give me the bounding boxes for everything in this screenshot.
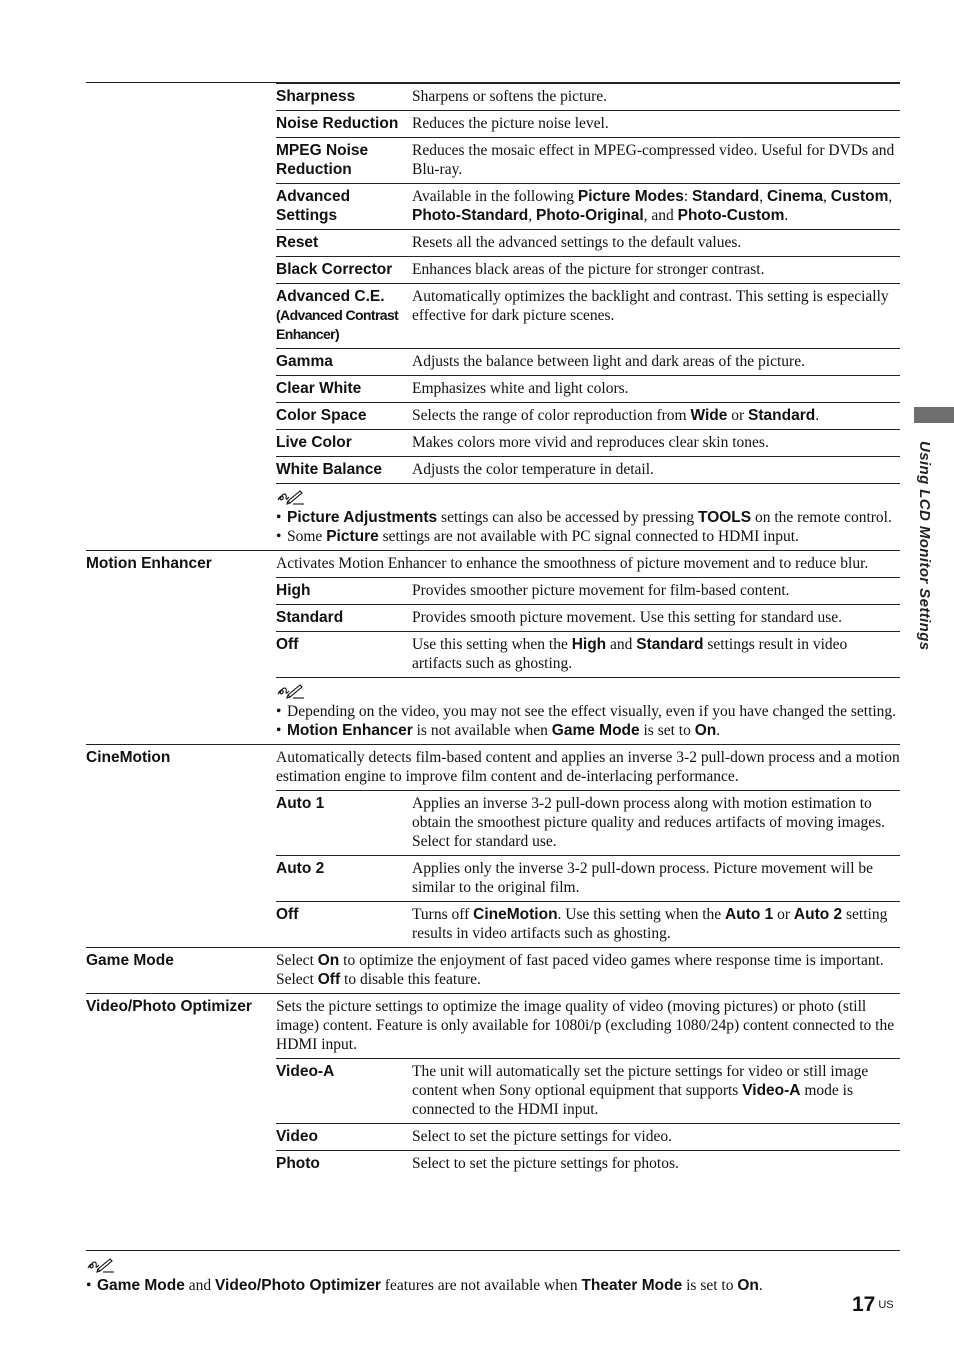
setting-label: Sharpness [276, 88, 356, 105]
section-optimizer [86, 993, 900, 1177]
setting-label: Noise Reduction [276, 115, 399, 132]
setting-description [412, 1062, 900, 1119]
text-run: Adjusts the balance between light and dark areas of the picture. [412, 353, 805, 370]
bold-term: Auto 1 [725, 906, 774, 923]
bold-term: TOOLS [698, 509, 752, 526]
setting-label: Off [276, 906, 299, 923]
text-run: Applies only the inverse 3-2 pull-down process. Picture movement will be similar to the original film. [412, 860, 874, 896]
text-run: setting results in video artifacts such as ghosting. [412, 906, 888, 942]
text-run: Makes colors more vivid and reproduces clear skin tones. [412, 434, 769, 451]
setting-label: Black Corrector [276, 261, 393, 278]
note-bullet [276, 702, 900, 721]
section-body [276, 948, 900, 993]
section-description [276, 745, 900, 790]
setting-row [276, 229, 900, 256]
bold-term: CineMotion [473, 906, 558, 923]
text-run: settings result in video artifacts such as ghosting. [412, 636, 848, 672]
setting-row [276, 183, 900, 229]
setting-label: Video [276, 1128, 318, 1145]
text-run: Turns off [412, 906, 474, 923]
text-run: Depending on the video, you may not see the effect visually, even if you have changed the setting. [287, 703, 897, 720]
setting-description [412, 905, 900, 943]
section-label: CineMotion [86, 749, 171, 766]
setting-label: White Balance [276, 461, 382, 478]
text-run: Use this setting when the [412, 636, 572, 653]
section-label: Motion Enhancer [86, 555, 212, 572]
section-motion [86, 550, 900, 744]
text-run: to optimize the enjoyment of fast paced video games where response time is important. Select [276, 952, 884, 988]
page-number-suffix: US [878, 1299, 894, 1311]
setting-description [412, 1127, 900, 1146]
text-run: Reduces the mosaic effect in MPEG-compressed video. Useful for DVDs and Blu-ray. [412, 142, 895, 178]
text-run: on the remote control. [751, 509, 892, 526]
text-run: is set to [682, 1277, 738, 1294]
bullet-mark: • [276, 509, 282, 526]
section-label: Game Mode [86, 952, 174, 969]
section-label: Video/Photo Optimizer [86, 998, 252, 1015]
section-cinemotion [86, 744, 900, 947]
text-run: Select to set the picture settings for photos. [412, 1155, 679, 1172]
text-run: , and [643, 207, 678, 224]
picture-notes [276, 483, 900, 550]
setting-label: Clear White [276, 380, 362, 397]
text-run: , [822, 188, 831, 205]
note-bullet [276, 527, 900, 546]
setting-description [412, 233, 900, 252]
setting-row [276, 283, 900, 348]
text-run: : [683, 188, 693, 205]
text-run: and [606, 636, 637, 653]
text-run: Available in the following [412, 188, 578, 205]
bold-term: On [317, 952, 340, 969]
setting-row [276, 137, 900, 183]
setting-description [412, 460, 900, 479]
text-run: Enhances black areas of the picture for stronger contrast. [412, 261, 765, 278]
setting-description [412, 379, 900, 398]
text-run: . Use this setting when the [557, 906, 726, 923]
bold-term: Auto 2 [793, 906, 843, 923]
bold-term: Off [317, 971, 341, 988]
note-list [276, 508, 900, 546]
setting-description [412, 87, 900, 106]
setting-label: High [276, 582, 311, 599]
text-run: or [727, 407, 749, 424]
sidebar-section-title: Using LCD Monitor Settings [916, 441, 933, 651]
setting-description [412, 581, 900, 600]
bold-term: Cinema [766, 188, 823, 205]
note-pencil-icon [276, 682, 306, 700]
setting-row [276, 631, 900, 677]
setting-label: Reset [276, 234, 319, 251]
bold-term: Picture Adjustments [287, 509, 438, 526]
setting-row [276, 1058, 900, 1123]
setting-description [412, 260, 900, 279]
bold-term: Theater Mode [581, 1277, 683, 1294]
bold-term: On [737, 1277, 759, 1294]
final-note [86, 1250, 900, 1295]
text-run: to disable this feature. [340, 971, 481, 988]
text-run: is not available when [412, 722, 552, 739]
section-tab-marker [914, 407, 954, 423]
section-label-empty [86, 83, 276, 550]
note-pencil-icon [86, 1256, 116, 1274]
main-sections [86, 550, 900, 1177]
text-run: . [758, 1277, 763, 1294]
text-run: or [773, 906, 794, 923]
text-run: settings are not available with PC signal connected to HDMI input. [378, 528, 799, 545]
bold-term: Photo-Original [536, 207, 644, 224]
text-run: Activates Motion Enhancer to enhance the smoothness of picture movement and to reduce blur. [276, 555, 869, 572]
text-run: Automatically detects film-based content and applies an inverse 3-2 pull-down process and a motion estimation engine to improve film content and de-interlacing performance. [276, 749, 900, 785]
text-run: Applies an inverse 3-2 pull-down process along with motion estimation to obtain the smoothest picture quality and reduces artifacts of moving images. Select for standard use. [412, 795, 886, 850]
text-run: Sets the picture settings to optimize the image quality of video (moving pictures) or photo (still image) content. Feature is only available for 1080i/p (excluding 1080/24p) content connected to the HDMI input. [276, 998, 895, 1053]
setting-label: Live Color [276, 434, 352, 451]
settings-table [86, 82, 900, 1177]
setting-row [276, 402, 900, 429]
section-body [276, 745, 900, 947]
setting-row [276, 375, 900, 402]
setting-row [276, 901, 900, 947]
setting-row [276, 256, 900, 283]
setting-row [276, 855, 900, 901]
text-run: mode is connected to the HDMI input. [412, 1082, 854, 1118]
text-run: . [815, 407, 820, 424]
setting-row [276, 790, 900, 855]
setting-label: Advanced Settings [276, 188, 351, 224]
setting-description [412, 859, 900, 897]
setting-label: Auto 1 [276, 795, 325, 812]
setting-label: Color Space [276, 407, 367, 424]
text-run: Emphasizes white and light colors. [412, 380, 629, 397]
text-run: features are not available when [380, 1277, 582, 1294]
bold-term: Standard [692, 188, 760, 205]
note-bullet [276, 721, 900, 740]
bold-term: Video-A [742, 1082, 801, 1099]
bold-term: Game Mode [551, 722, 640, 739]
text-run: Select to set the picture settings for video. [412, 1128, 672, 1145]
text-run: , [759, 188, 767, 205]
text-run: Selects the range of color reproduction from [412, 407, 691, 424]
picture-subsettings [276, 83, 900, 550]
setting-description [412, 635, 900, 673]
bold-term: Game Mode [97, 1277, 185, 1294]
setting-sublabel: (Advanced Contrast Enhancer) [276, 307, 399, 342]
bold-term: Standard [636, 636, 704, 653]
section-notes [276, 677, 900, 744]
text-run: Provides smooth picture movement. Use this setting for standard use. [412, 609, 843, 626]
bullet-mark: • [276, 528, 282, 545]
text-run: The unit will automatically set the picture settings for video or still image content when Sony optional equipment that supports [412, 1063, 869, 1099]
bold-term: Picture [326, 528, 379, 545]
note-pencil-icon [276, 488, 306, 506]
bullet-mark: • [276, 703, 282, 720]
setting-description [412, 287, 900, 344]
setting-label: Gamma [276, 353, 333, 370]
setting-description [412, 406, 900, 425]
setting-row [276, 110, 900, 137]
setting-label: Standard [276, 609, 344, 626]
setting-row [276, 1123, 900, 1150]
section-body [276, 994, 900, 1177]
bullet-mark: • [86, 1277, 92, 1294]
section-description [276, 994, 900, 1058]
bullet-mark: • [276, 722, 282, 739]
text-run: Select [276, 952, 318, 969]
bold-term: On [694, 722, 717, 739]
final-note-bullet [86, 1276, 900, 1295]
setting-label: Off [276, 636, 299, 653]
bold-term: Standard [748, 407, 816, 424]
setting-description [412, 114, 900, 133]
text-run: Resets all the advanced settings to the default values. [412, 234, 742, 251]
setting-label: Video-A [276, 1063, 335, 1080]
note-bullet [276, 508, 900, 527]
bold-term: Video/Photo Optimizer [215, 1277, 381, 1294]
setting-label: Advanced C.E. (Advanced Contrast Enhancer) [276, 287, 412, 344]
text-run: . [784, 207, 789, 224]
setting-row [276, 604, 900, 631]
bold-term: Picture Modes [577, 188, 684, 205]
setting-label: MPEG Noise Reduction [276, 142, 369, 178]
bold-term: Wide [690, 407, 728, 424]
bold-term: High [571, 636, 607, 653]
text-run: settings can also be accessed by pressing [437, 509, 698, 526]
text-run: Some [287, 528, 327, 545]
page-number [852, 1295, 894, 1316]
text-run: Adjusts the color temperature in detail. [412, 461, 654, 478]
text-run: Automatically optimizes the backlight and contrast. This setting is especially effective for dark picture scenes. [412, 288, 889, 324]
setting-row [276, 429, 900, 456]
bold-term: Photo-Custom [677, 207, 785, 224]
text-run: Sharpens or softens the picture. [412, 88, 607, 105]
setting-row [276, 83, 900, 110]
section-body [276, 551, 900, 744]
setting-description [412, 141, 900, 179]
setting-description [412, 1154, 900, 1173]
text-run: Provides smoother picture movement for film-based content. [412, 582, 790, 599]
setting-row [276, 456, 900, 483]
page-number-value: 17 [852, 1293, 876, 1316]
text-run: , [888, 188, 893, 205]
text-run: Reduces the picture noise level. [412, 115, 609, 132]
bold-term: Photo-Standard [412, 207, 529, 224]
setting-description [412, 187, 900, 225]
picture-section [86, 82, 900, 550]
text-run: , [528, 207, 536, 224]
setting-row [276, 348, 900, 375]
text-run: . [716, 722, 721, 739]
section-description [276, 551, 900, 577]
section-description [276, 948, 900, 993]
setting-description [412, 608, 900, 627]
setting-row [276, 1150, 900, 1177]
text-run: is set to [639, 722, 695, 739]
setting-description [412, 433, 900, 452]
text-run: and [184, 1277, 215, 1294]
setting-row [276, 577, 900, 604]
picture-rows [276, 83, 900, 483]
section-game [86, 947, 900, 993]
bold-term: Custom [830, 188, 889, 205]
setting-label: Auto 2 [276, 860, 325, 877]
setting-description [412, 794, 900, 851]
setting-label: Photo [276, 1155, 320, 1172]
setting-description [412, 352, 900, 371]
bold-term: Motion Enhancer [287, 722, 413, 739]
